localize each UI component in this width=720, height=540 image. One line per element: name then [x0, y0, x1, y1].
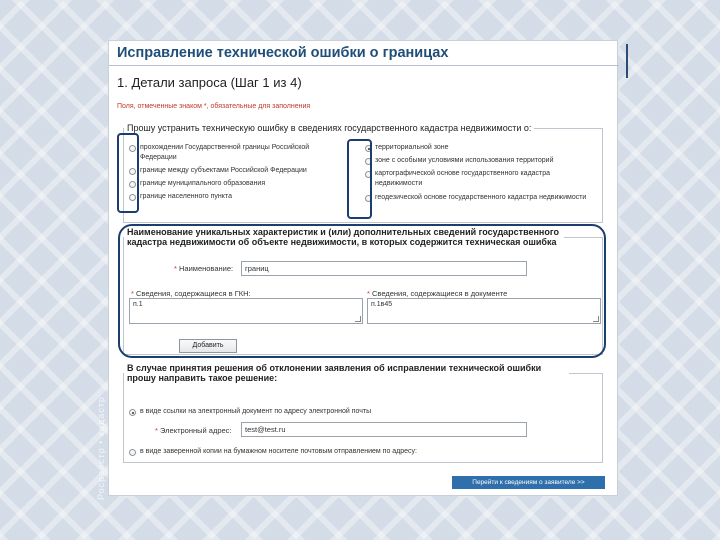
highlight-left-radios: [117, 133, 139, 213]
option-territorial-zone-label: территориальной зоне: [375, 144, 449, 151]
highlight-right-radios: [347, 139, 372, 219]
option-subjects-border-label: границе между субъектами Российской Федерации: [140, 167, 307, 174]
option-electronic-label: в виде ссылки на электронный документ по адресу электронной почты: [140, 408, 372, 415]
option-municipal-border-label: границе муниципального образования: [140, 180, 266, 187]
name-label: * Наименование:: [174, 264, 234, 273]
error-subject-legend: Прошу устранить техническую ошибку в сведениях государственного кадастра недвижимости о:: [127, 123, 532, 133]
page-title: Исправление технической ошибки о границах: [117, 45, 449, 61]
email-label: * Электронный адрес:: [155, 426, 232, 435]
step-title: 1. Детали запроса (Шаг 1 из 4): [117, 75, 302, 90]
title-divider: [109, 65, 619, 66]
accent-bar: [626, 44, 628, 78]
radio-electronic-delivery[interactable]: [129, 409, 136, 416]
side-watermark: Росреестр • кадастр: [96, 396, 106, 500]
radio-paper-delivery[interactable]: [129, 449, 136, 456]
email-input[interactable]: test@test.ru: [241, 422, 527, 437]
doc-label: * Сведения, содержащиеся в документе: [367, 289, 508, 298]
form-page: [108, 40, 618, 496]
option-geodetic-base-label: геодезической основе государственного кадастра недвижимости: [375, 194, 587, 201]
doc-value: п.1в45: [371, 301, 393, 308]
name-input[interactable]: границ: [241, 261, 527, 276]
add-button[interactable]: Добавить: [179, 339, 237, 353]
option-settlement-border-label: границе населенного пункта: [140, 193, 232, 200]
next-step-button[interactable]: Перейти к сведениям о заявителе >>: [452, 476, 605, 489]
option-paper-label: в виде заверенной копии на бумажном носителе почтовым отправлением по адресу:: [140, 448, 417, 455]
characteristics-legend: Наименование уникальных характеристик и (или) дополнительных сведений государственного кадастра недвижимости об объекте недвижимости, в которых содержится техническая ошибка: [127, 227, 559, 247]
option-cartographic-base-label: картографической основе государственного кадастра недвижимости: [375, 170, 551, 187]
required-fields-note: Поля, отмеченные знаком *, обязательные для заполнения: [117, 103, 311, 110]
gkn-value: п.1: [133, 301, 143, 308]
gkn-label: * Сведения, содержащиеся в ГКН:: [131, 289, 251, 298]
option-state-border-label: прохождении Государственной границы Российской Федерации: [140, 144, 310, 161]
decision-legend: В случае принятия решения об отклонении заявления об исправлении технической ошибки прошу направить такое решение:: [127, 363, 542, 383]
option-special-zone-label: зоне с особыми условиями использования территорий: [375, 157, 554, 164]
highlight-characteristics: [118, 224, 606, 358]
